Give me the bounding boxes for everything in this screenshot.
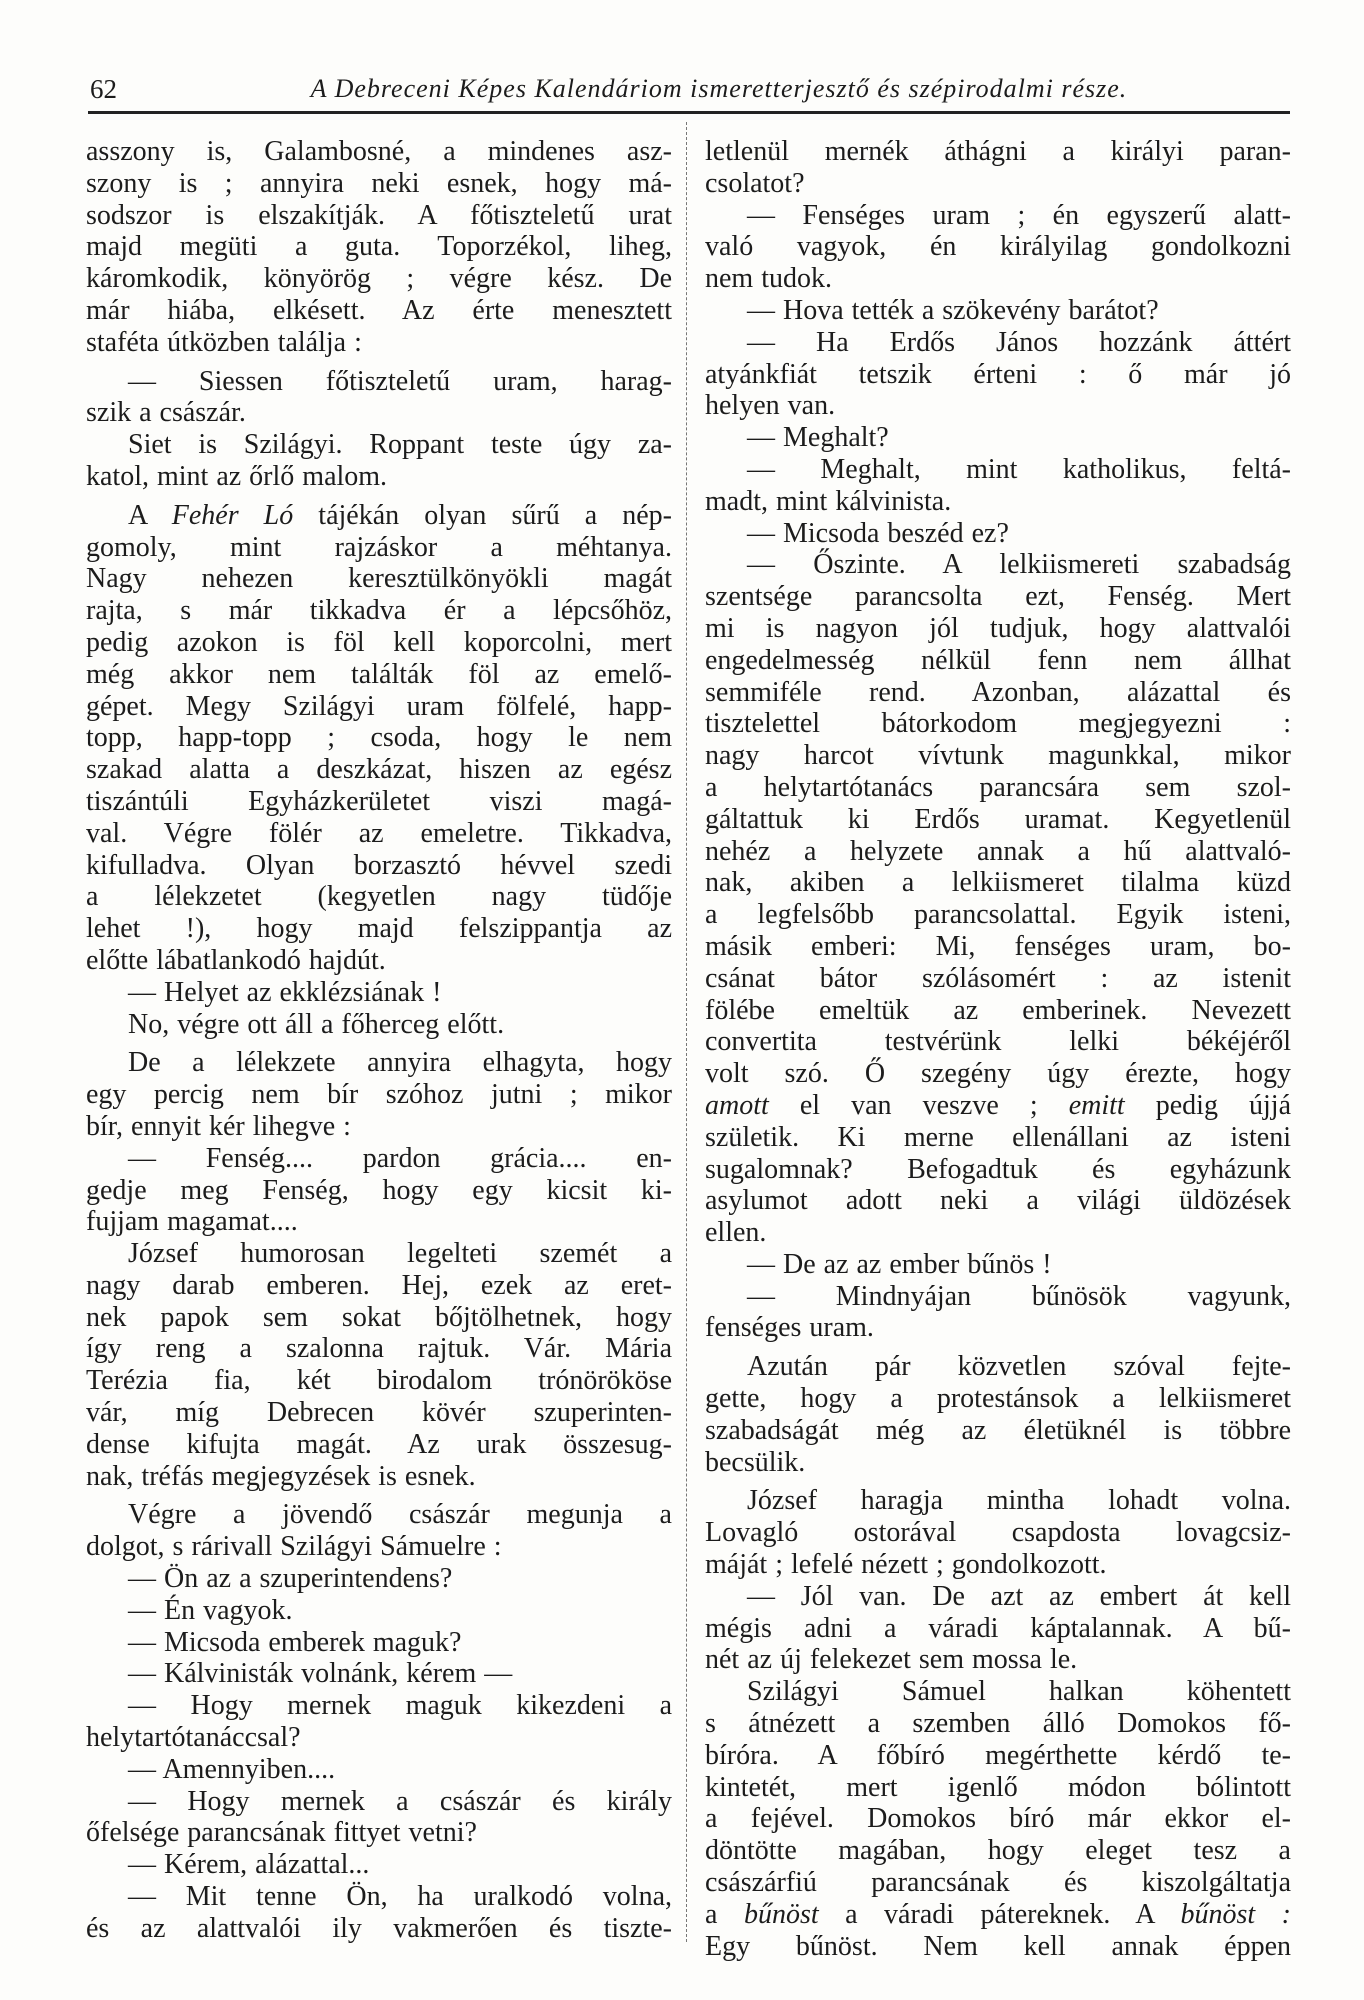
text-line: — Amennyiben.... (128, 1753, 336, 1785)
text-line (705, 1090, 1291, 1122)
text-line: másik emberi: Mi, fenséges uram, bo- (705, 930, 1291, 962)
text-line: — Hogy mernek maguk kikezdeni a (128, 1690, 672, 1722)
text-line: csánat bátor szólásomért : az istenit (705, 962, 1291, 994)
italic-text: Fehér Ló (171, 499, 294, 531)
text-line: szakad alatta a deszkázat, hiszen az egész (86, 754, 672, 786)
paragraph (86, 977, 672, 1009)
text-line: nagy harcot vívtunk magunkkal, mikor (705, 740, 1291, 772)
text-line: Egy bűnöst. Nem kell annak éppen (705, 1930, 1291, 1962)
text-line: rajta, s már tikkadva ér a lépcsőhöz, (86, 595, 672, 627)
text-segment: el van veszve ; (768, 1089, 1069, 1121)
paragraph (705, 1351, 1291, 1478)
text-line: — Ha Erdős János hozzánk áttért (747, 326, 1291, 358)
text-line: letlenül mernék áthágni a királyi paran- (705, 136, 1291, 167)
text-line: nagy darab emberen. Hej, ezek az eret- (86, 1269, 672, 1301)
paragraph (86, 1881, 672, 1945)
text-line: fujjam magamat.... (86, 1206, 298, 1238)
italic-text: amott (705, 1089, 769, 1121)
text-line: való vagyok, én királyilag gondolkozni (705, 231, 1291, 263)
paragraph (86, 1009, 672, 1041)
text-line: a fejével. Domokos bíró már ekkor el- (705, 1803, 1291, 1835)
text-line: atyánkfiát tetszik érteni : ő már jó (705, 358, 1291, 390)
text-line: a helytartótanács parancsára sem szol- (705, 771, 1291, 803)
paragraph (86, 1238, 672, 1492)
text-line: asszony is, Galambosné, a mindenes asz- (86, 136, 672, 167)
text-line: bír, ennyit kér lihegve : (86, 1110, 351, 1142)
text-line: — De az az ember bűnös ! (747, 1248, 1052, 1280)
paragraph (86, 1754, 672, 1786)
paragraph (86, 1690, 672, 1754)
text-line: káromkodik, könyörög ; végre kész. De (86, 263, 672, 295)
italic-text: bűnöst : (1180, 1898, 1291, 1930)
text-line: szentsége parancsolta ezt, Fenség. Mert (705, 581, 1291, 613)
paragraph (705, 327, 1291, 422)
paragraph (705, 1485, 1291, 1580)
text-line: — Hova tették a szökevény barátot? (747, 294, 1159, 326)
paragraph (705, 200, 1291, 295)
text-line: Lovagló ostorával csapdosta lovagcsiz- (705, 1517, 1291, 1549)
text-line: staféta útközben találja : (86, 326, 362, 358)
text-line: nem tudok. (705, 263, 832, 295)
paragraph (86, 1658, 672, 1690)
text-line: De a lélekzete annyira elhagyta, hogy (128, 1047, 672, 1079)
text-line: tisztelettel bátorkodom megjegyezni : (705, 708, 1291, 740)
text-line: és az alattvalói ily vakmerően és tiszte- (86, 1912, 672, 1944)
text-line: — Kérem, alázattal... (128, 1849, 370, 1881)
text-line: helyen van. (705, 390, 836, 422)
text-line: volt szó. Ő szegény úgy érezte, hogy (705, 1058, 1291, 1090)
text-line: becsülik. (705, 1446, 806, 1478)
text-line: a legfelsőbb parancsolattal. Egyik isteni, (705, 899, 1291, 931)
text-line: fölébe emeltük az emberinek. Nevezett (705, 994, 1291, 1026)
text-line: fenséges uram. (705, 1312, 874, 1344)
text-line: gomoly, mint rajzáskor a méhtanya. (86, 531, 672, 563)
text-line: császárfiú parancsának és kiszolgáltatja (705, 1867, 1291, 1899)
text-line: mégis adni a váradi káptalannak. A bű- (705, 1612, 1291, 1644)
text-line: Nagy nehezen keresztülkönyökli magát (86, 563, 672, 595)
text-line: máját ; lefelé nézett ; gondolkozott. (705, 1549, 1107, 1581)
text-line: — Siessen főtiszteletű uram, harag- (128, 365, 672, 397)
text-segment: A (128, 499, 172, 531)
text-line (86, 500, 672, 532)
text-line: mi is nagyon jól tudjuk, hogy alattvalói (705, 612, 1291, 644)
text-line: már hiába, elkésett. Az érte menesztett (86, 294, 672, 326)
text-segment: a (705, 1898, 744, 1930)
paragraph (86, 1047, 672, 1142)
paragraph (86, 1595, 672, 1627)
text-line: val. Végre fölér az emeletre. Tikkadva, (86, 817, 672, 849)
paragraph (705, 518, 1291, 550)
text-line: kintetét, mert igenlő módon bólintott (705, 1771, 1291, 1803)
page-number: 62 (90, 74, 117, 104)
text-line: sodszor is elszakítják. A főtiszteletű urat (86, 199, 672, 231)
text-line: szony is ; annyira neki esnek, hogy má- (86, 167, 672, 199)
text-line: topp, happ-topp ; csoda, hogy le nem (86, 722, 672, 754)
paragraph (86, 366, 672, 430)
text-line: tiszántúli Egyházkerületet viszi magá- (86, 785, 672, 817)
text-line: nak, tréfás megjegyzések is esnek. (86, 1460, 476, 1492)
running-header (88, 74, 1290, 110)
paragraph (705, 1249, 1291, 1281)
text-line: döntötte magában, hogy eleget tesz a (705, 1835, 1291, 1867)
text-line: Azután pár közvetlen szóval fejte- (747, 1351, 1291, 1383)
text-line: így reng a szalonna rajtuk. Vár. Mária (86, 1333, 672, 1365)
text-line: asylumot adott neki a világi üldözések (705, 1185, 1291, 1217)
text-line: nét az új felekezet sem mossa le. (705, 1644, 1078, 1676)
right-column (705, 136, 1291, 1962)
paragraph (705, 454, 1291, 518)
paragraph (705, 422, 1291, 454)
paragraph (705, 1676, 1291, 1962)
text-line: nehéz a helyzete annak a hű alattvaló- (705, 835, 1291, 867)
text-line: bíróra. A főbíró megérthette kérdő te- (705, 1739, 1291, 1771)
column-divider (686, 122, 687, 1942)
text-line: — Jól van. De azt az embert át kell (747, 1580, 1291, 1612)
text-line: — Fenség.... pardon grácia.... en- (128, 1142, 672, 1174)
paragraph (86, 429, 672, 493)
text-line: előtte lábatlankodó hajdút. (86, 944, 386, 976)
text-line: ellen. (705, 1217, 767, 1249)
paragraph (86, 500, 672, 977)
text-line: majd megüti a guta. Toporzékol, liheg, (86, 231, 672, 263)
text-line: Terézia fia, két birodalom trónörököse (86, 1365, 672, 1397)
paragraph (705, 1581, 1291, 1676)
text-line: — Meghalt? (747, 422, 889, 454)
text-line: semmiféle rend. Azonban, alázattal és (705, 676, 1291, 708)
text-line: — Micsoda beszéd ez? (747, 517, 1009, 549)
text-line: convertita testvérünk lelki békéjéről (705, 1026, 1291, 1058)
text-line: szik a császár. (86, 397, 246, 429)
paragraph (86, 1563, 672, 1595)
text-line: — Mindnyájan bűnösök vagyunk, (747, 1280, 1291, 1312)
text-line: sugalomnak? Befogadtuk és egyházunk (705, 1153, 1291, 1185)
text-line: — Őszinte. A lelkiismereti szabadság (747, 549, 1291, 581)
text-line: — Hogy mernek a császár és király (128, 1785, 672, 1817)
text-line: engedelmesség nélkül fenn nem állhat (705, 644, 1291, 676)
text-line: gette, hogy a protestánsok a lelkiismeret (705, 1383, 1291, 1415)
paragraph (86, 136, 672, 359)
text-line: még akkor nem találták föl az emelő- (86, 658, 672, 690)
text-line: gáltattuk ki Erdős uramat. Kegyetlenül (705, 803, 1291, 835)
text-line (705, 1899, 1291, 1931)
header-rule (88, 111, 1290, 114)
text-line: kifulladva. Olyan borzasztó hévvel szedi (86, 849, 672, 881)
text-line: nak, akiben a lelkiismeret tilalma küzd (705, 867, 1291, 899)
text-line: csolatot? (705, 167, 805, 199)
paragraph (705, 295, 1291, 327)
text-line: — Fenséges uram ; én egyszerű alatt- (747, 199, 1291, 231)
text-line: őfelsége parancsának fittyet vetni? (86, 1817, 477, 1849)
text-line: — Meghalt, mint katholikus, feltá- (747, 453, 1291, 485)
text-line: Szilágyi Sámuel halkan köhentett (747, 1676, 1291, 1708)
text-line: szabadságát még az életüknél is többre (705, 1414, 1291, 1446)
text-line: gedje meg Fenség, hogy egy kicsit ki- (86, 1174, 672, 1206)
text-segment: pedig újjá (1124, 1089, 1292, 1121)
running-title: A Debreceni Képes Kalendáriom ismeretterjesztő és szépirodalmi része. (310, 74, 1128, 103)
text-line: egy percig nem bír szóhoz jutni ; mikor (86, 1079, 672, 1111)
text-line: — Ön az a szuperintendens? (128, 1563, 453, 1595)
text-line: a lélekzetet (kegyetlen nagy tüdője (86, 881, 672, 913)
left-column (86, 136, 672, 1945)
text-line: madt, mint kálvinista. (705, 485, 952, 517)
paragraph (705, 1281, 1291, 1345)
text-line: Siet is Szilágyi. Roppant teste úgy za- (128, 429, 672, 461)
text-line: — Helyet az ekklézsiának ! (128, 976, 442, 1008)
text-line: helytartótanáccsal? (86, 1722, 301, 1754)
text-line: Végre a jövendő császár megunja a (128, 1499, 672, 1531)
text-segment: a váradi pátereknek. A (818, 1898, 1181, 1930)
text-line: vár, míg Debrecen kövér szuperinten- (86, 1397, 672, 1429)
text-line: nek papok sem sokat bőjtölhetnek, hogy (86, 1301, 672, 1333)
italic-text: emitt (1068, 1089, 1125, 1121)
paragraph (705, 136, 1291, 200)
text-line: születik. Ki merne ellenállani az isteni (705, 1121, 1291, 1153)
text-line: s átnézett a szemben álló Domokos fő- (705, 1708, 1291, 1740)
text-line: No, végre ott áll a főherceg előtt. (128, 1008, 505, 1040)
text-line: József humorosan legelteti szemét a (128, 1238, 672, 1270)
text-line: pedig azokon is föl kell koporcolni, mert (86, 626, 672, 658)
text-line: — Mit tenne Ön, ha uralkodó volna, (128, 1881, 672, 1913)
text-line: gépet. Megy Szilágyi uram fölfelé, happ- (86, 690, 672, 722)
paragraph (86, 1499, 672, 1563)
paragraph (705, 549, 1291, 1249)
text-line: — Én vagyok. (128, 1594, 293, 1626)
text-line: katol, mint az őrlő malom. (86, 460, 388, 492)
italic-text: bűnöst (743, 1898, 819, 1930)
text-line: József haragja mintha lohadt volna. (747, 1485, 1291, 1517)
text-line: lehet !), hogy majd felszippantja az (86, 913, 672, 945)
paragraph (86, 1786, 672, 1850)
text-line: — Kálvinisták volnánk, kérem — (128, 1658, 513, 1690)
paragraph (86, 1143, 672, 1238)
text-segment: tájékán olyan sűrű a nép- (293, 499, 673, 531)
text-line: dense kifujta magát. Az urak összesug- (86, 1428, 672, 1460)
text-line: dolgot, s rárivall Szilágyi Sámuelre : (86, 1531, 502, 1563)
text-line: — Micsoda emberek maguk? (128, 1626, 462, 1658)
paragraph (86, 1849, 672, 1881)
paragraph (86, 1627, 672, 1659)
